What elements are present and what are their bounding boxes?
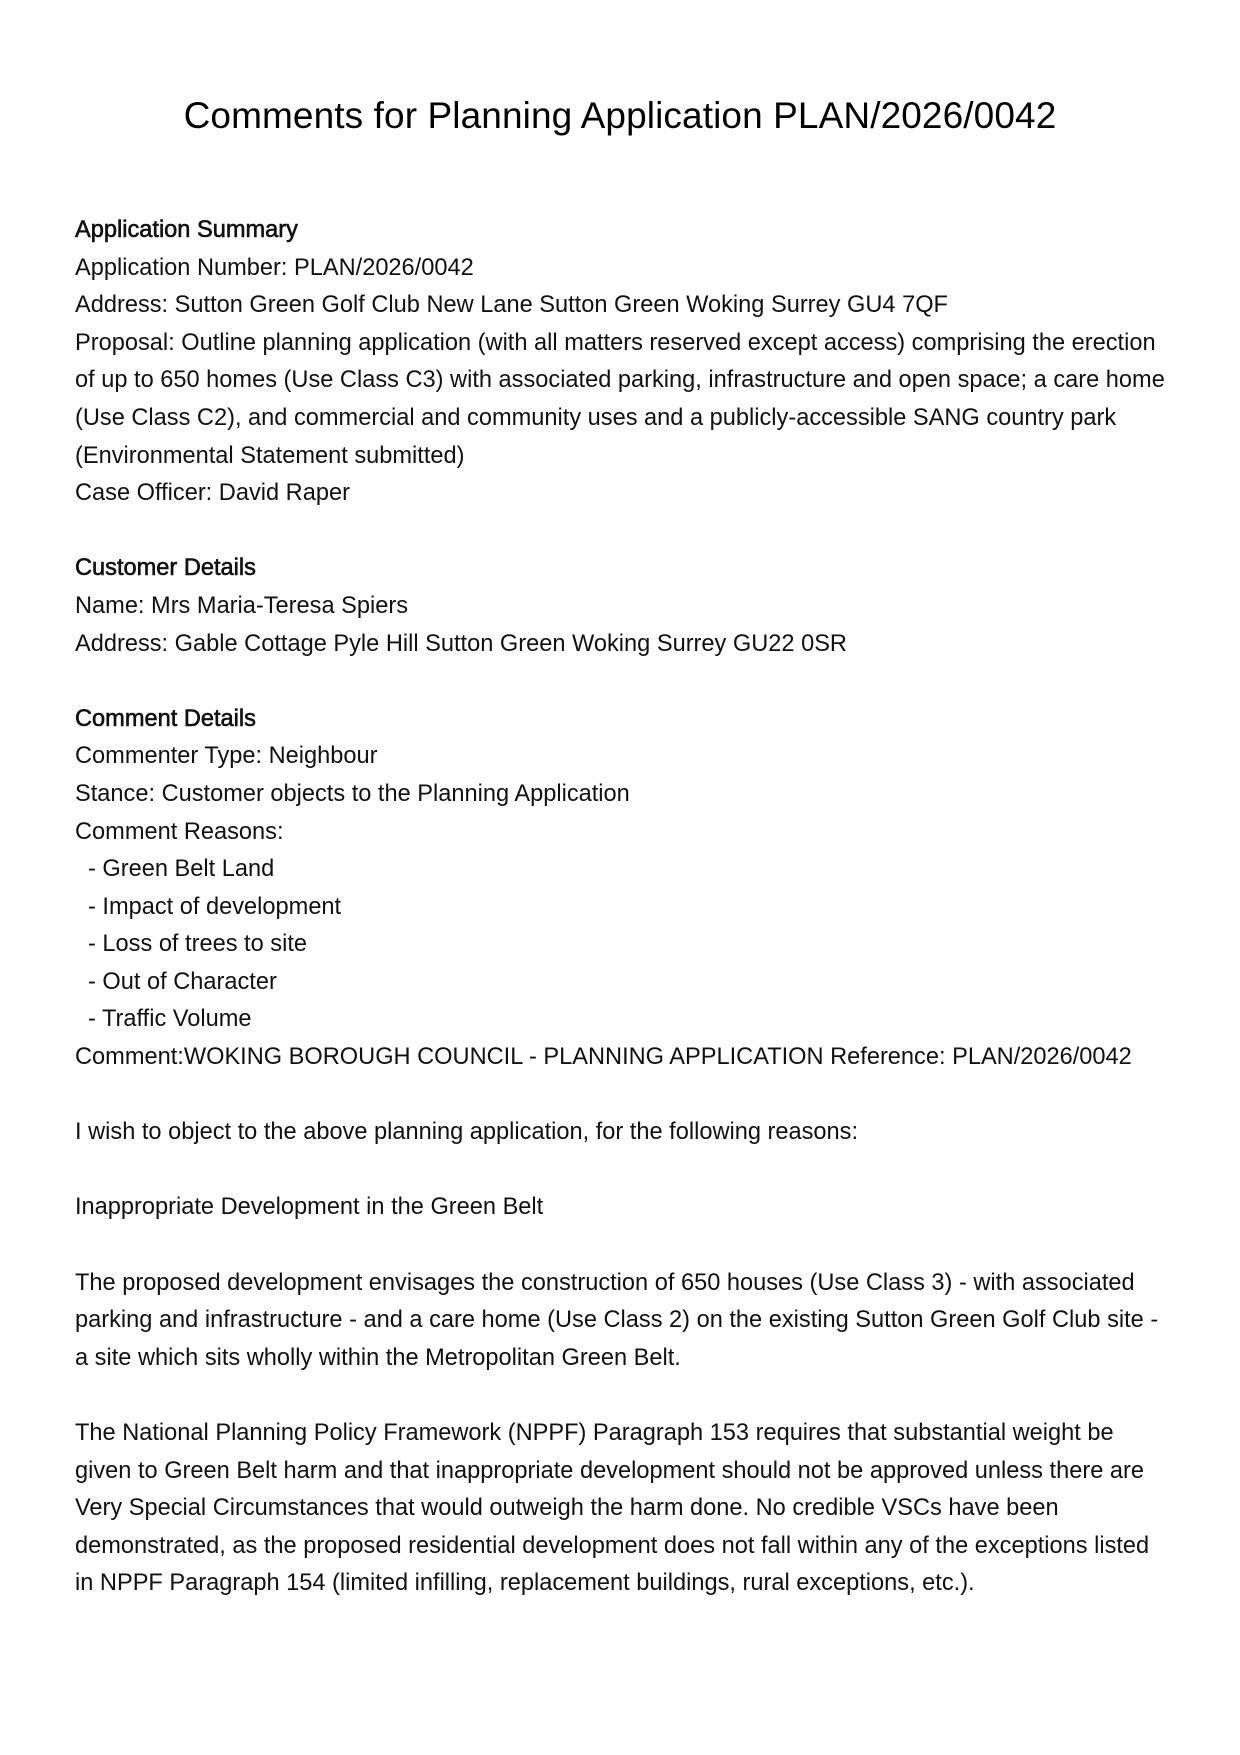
commenter-type: Commenter Type: Neighbour — [75, 743, 378, 770]
body-paragraph: Inappropriate Development in the Green Belt — [75, 1194, 544, 1221]
customer-address: Address: Gable Cottage Pyle Hill Sutton Green Woking Surrey GU22 0SR — [75, 630, 847, 657]
case-officer: Case Officer: David Raper — [75, 480, 350, 507]
application-number: Application Number: PLAN/2026/0042 — [75, 254, 474, 281]
reason-item: - Impact of development — [75, 889, 1165, 927]
proposal-text: Proposal: Outline planning application (with all matters reserved except access) comprising the erection of up to 650 homes (Use Class C3) with associated parking, infrastructure and open space; a care home (Use Class C2), and commercial and community uses and a publicly-accessible SANG country park (Environmental Statement submitted) — [75, 329, 1172, 469]
document-content — [75, 212, 1172, 1603]
comment-reasons-label: Comment Reasons: — [75, 818, 284, 845]
application-summary-heading: Application Summary — [75, 217, 298, 243]
customer-details-section — [75, 550, 1165, 663]
comment-details-section — [75, 701, 1165, 1077]
customer-name: Name: Mrs Maria-Teresa Spiers — [75, 592, 409, 619]
comment-details-heading: Comment Details — [75, 705, 256, 732]
customer-details-heading: Customer Details — [75, 555, 256, 582]
body-paragraph: The proposed development envisages the construction of 650 houses (Use Class 3) - with associated parking and infrastructure - and a care home (Use Class 2) on the existing Sutton Green Golf Club site - a site which sits wholly within the Metropolitan Green Belt. — [75, 1269, 1159, 1371]
comment-reasons-list — [75, 851, 1165, 1039]
body-paragraph: I wish to object to the above planning application, for the following reasons: — [75, 1119, 859, 1146]
body-paragraph: The National Planning Policy Framework (NPPF) Paragraph 153 requires that substantial weight be given to Green Belt harm and that inappropriate development should not be approved unless there are Very Special Circumstances that would outweigh the harm done. No credible VSCs have been demonstrated, as the proposed residential development does not fall within any of the exceptions listed in NPPF Paragraph 154 (limited infilling, replacement buildings, rural exceptions, etc.). — [75, 1420, 1150, 1597]
comment-intro: Comment:WOKING BOROUGH COUNCIL - PLANNING APPLICATION Reference: PLAN/2026/0042 — [75, 1044, 1132, 1071]
stance: Stance: Customer objects to the Planning Application — [75, 780, 630, 807]
reason-item: - Loss of trees to site — [75, 926, 1165, 964]
comment-body — [75, 1114, 1165, 1603]
page-title: Comments for Planning Application PLAN/2026/0042 — [183, 95, 1057, 136]
reason-item: - Traffic Volume — [75, 1001, 1165, 1039]
reason-item: - Out of Character — [75, 964, 1165, 1002]
application-summary-section — [75, 212, 1172, 513]
site-address: Address: Sutton Green Golf Club New Lane Sutton Green Woking Surrey GU4 7QF — [75, 292, 948, 319]
reason-item: - Green Belt Land — [75, 851, 1165, 889]
